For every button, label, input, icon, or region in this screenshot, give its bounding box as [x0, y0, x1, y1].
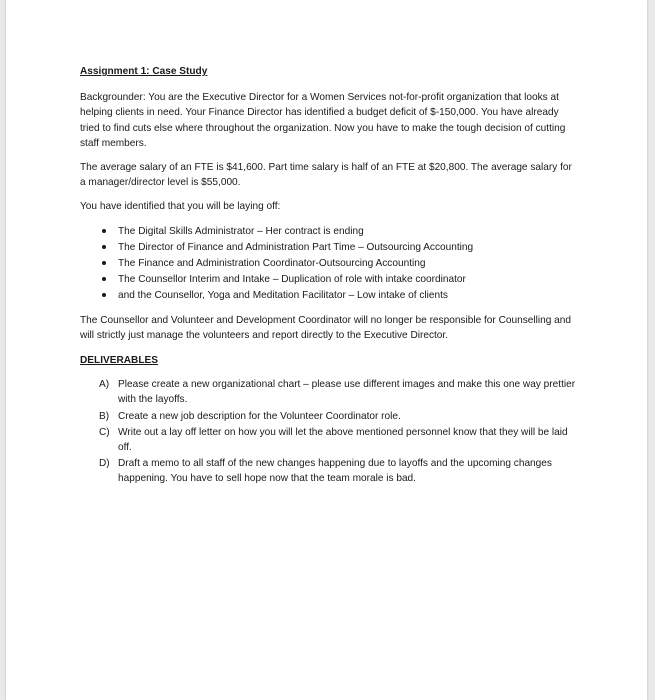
list-item-text: Create a new job description for the Volunteer Coordinator role.	[118, 410, 401, 422]
list-item	[80, 456, 580, 486]
list-marker: A)	[99, 379, 110, 391]
list-item-text: The Digital Skills Administrator – Her contract is ending	[118, 225, 364, 237]
document-page	[6, 0, 647, 700]
list-item-text: and the Counsellor, Yoga and Meditation Facilitator – Low intake of clients	[118, 290, 448, 302]
list-item	[80, 288, 580, 303]
bullet-icon	[102, 245, 106, 249]
layoff-list	[80, 224, 580, 304]
deliverables-list	[80, 377, 580, 486]
list-item	[80, 224, 580, 239]
list-item-text: Write out a lay off letter on how you will let the above mentioned personnel know that they will be laid off.	[118, 426, 568, 454]
salary-paragraph: The average salary of an FTE is $41,600. Part time salary is half of an FTE at $20,800. The average salary for a manager/director level is $55,000.	[80, 162, 572, 189]
bullet-icon	[102, 293, 106, 297]
list-item	[80, 409, 580, 424]
list-item-text: Please create a new organizational chart – please use different images and make this one way prettier with the layoffs.	[118, 379, 576, 406]
deliverables-heading: DELIVERABLES	[80, 355, 158, 367]
list-marker: C)	[99, 426, 110, 438]
list-item	[80, 272, 580, 287]
list-item-text: The Finance and Administration Coordinator-Outsourcing Accounting	[118, 258, 426, 270]
list-marker: D)	[99, 458, 110, 470]
bullet-icon	[102, 229, 106, 233]
bullet-icon	[102, 277, 106, 281]
layoff-intro-paragraph: You have identified that you will be laying off:	[80, 201, 281, 213]
backgrounder-paragraph: Backgrounder: You are the Executive Director for a Women Services not-for-profit organization that looks at helping clients in need. Your Finance Director has identified a budget deficit of $-150,000. You have already tried to find cuts else where throughout the organization. Now you have to make the tough decision of cutting staff members.	[80, 92, 566, 149]
list-item	[80, 425, 580, 455]
list-item-text: The Director of Finance and Administration Part Time – Outsourcing Accounting	[118, 241, 474, 253]
document-content	[80, 64, 580, 488]
list-item	[80, 377, 580, 407]
bullet-icon	[102, 261, 106, 265]
document-title: Assignment 1: Case Study	[80, 66, 208, 77]
list-item-text: The Counsellor Interim and Intake – Duplication of role with intake coordinator	[118, 274, 466, 286]
list-marker: B)	[99, 410, 110, 422]
list-item-text: Draft a memo to all staff of the new changes happening due to layoffs and the upcoming changes happening. You have to sell hope now that the team morale is bad.	[118, 458, 552, 485]
list-item	[80, 256, 580, 271]
coordinator-paragraph: The Counsellor and Volunteer and Development Coordinator will no longer be responsible for Counselling and will strictly just manage the volunteers and report directly to the Executive Director.	[80, 314, 571, 341]
list-item	[80, 240, 580, 255]
